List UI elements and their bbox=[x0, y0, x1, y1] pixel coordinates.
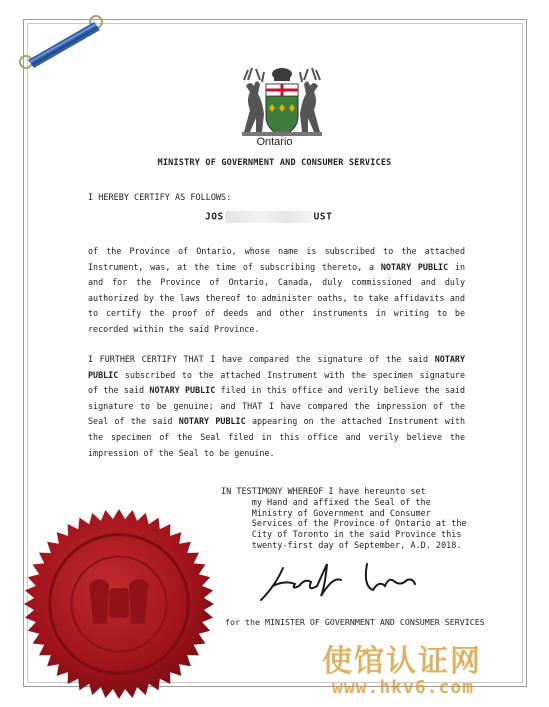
watermark-chinese: 使馆认证网 bbox=[322, 644, 482, 679]
paragraph-further-certify bbox=[88, 352, 465, 461]
para1-text-b: in and for the Province of Ontario, Canada, duly commissioned and duly authorized by the laws thereof to administer oaths, to take affidavits and to certify the proof of deeds and other instruments in writing to be recorded within the said Province. bbox=[88, 261, 466, 334]
paragraph-province bbox=[88, 244, 465, 338]
para1-bold: NOTARY PUBLIC bbox=[380, 261, 449, 272]
para1-text-a: of the Province of Ontario, whose name is subscribed to the attached Instrument, was, at the time of subscribing thereto, a bbox=[88, 246, 465, 272]
testimony-block: IN TESTIMONY WHEREOF I have hereunto set my Hand and affixed the Seal of the Ministry of Government and Consumer Services of the Province of Ontario at the City of Toronto in the said Province this twenty-first day of September, A.D. 2018. bbox=[221, 487, 467, 551]
name-end: UST bbox=[313, 211, 333, 223]
para2-bold-1: NOTARY PUBLIC bbox=[88, 354, 465, 380]
para2-bold-2: NOTARY PUBLIC bbox=[149, 385, 216, 396]
name-redaction bbox=[225, 211, 313, 223]
signature-icon bbox=[255, 556, 435, 604]
embossed-seal-icon bbox=[20, 505, 218, 703]
certify-intro: I HEREBY CERTIFY AS FOLLOWS: bbox=[88, 193, 232, 203]
watermark-url: www.hkv6.com bbox=[332, 677, 475, 698]
para2-text-1: I FURTHER CERTIFY THAT I have compared the signature of the said bbox=[88, 354, 429, 364]
name-start: JOS bbox=[205, 211, 224, 223]
notary-name bbox=[205, 211, 332, 223]
province-label: Ontario bbox=[256, 136, 293, 148]
para2-text-3: filed in this office and verily believe the said signature to be genuine; and THAT I have compared the impression of the Seal of the said bbox=[88, 385, 465, 427]
para2-text-2: subscribed to the attached Instrument with the specimen signature of the said bbox=[88, 369, 465, 396]
for-minister-line: for the MINISTER OF GOVERNMENT AND CONSUMER SERVICES bbox=[225, 617, 485, 627]
para2-text-4: appearing on the attached Instrument with the specimen of the Seal filed in this office and verily believe the impression of the Seal to be genuine. bbox=[88, 416, 465, 458]
ribbon-icon bbox=[14, 10, 110, 70]
ministry-title: MINISTRY OF GOVERNMENT AND CONSUMER SERVICES bbox=[157, 158, 392, 168]
para2-bold-3: NOTARY PUBLIC bbox=[178, 416, 246, 427]
